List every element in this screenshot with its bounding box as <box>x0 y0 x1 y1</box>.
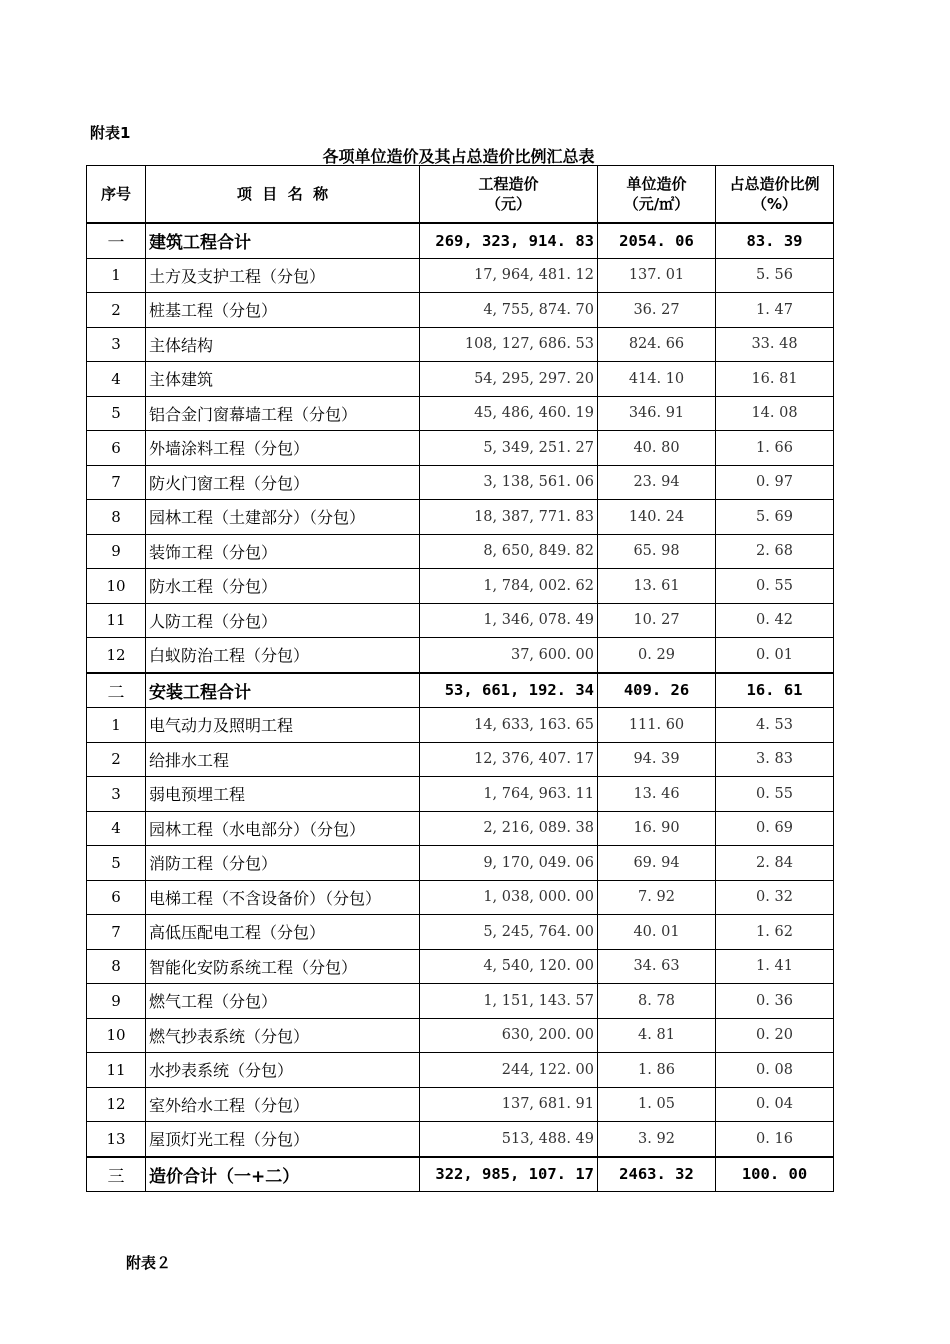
row-name: 主体结构 <box>146 327 420 362</box>
row-percentage: 1. 66 <box>716 431 834 466</box>
row-cost: 18, 387, 771. 83 <box>420 500 598 535</box>
row-cost: 513, 488. 49 <box>420 1122 598 1157</box>
row-percentage: 14. 08 <box>716 396 834 431</box>
table-row <box>87 1018 834 1053</box>
row-unit-cost: 7. 92 <box>598 880 716 915</box>
row-percentage: 16. 81 <box>716 362 834 397</box>
table-row <box>87 1053 834 1088</box>
table-row <box>87 915 834 950</box>
row-percentage: 2. 68 <box>716 534 834 569</box>
row-unit-cost: 1. 05 <box>598 1087 716 1122</box>
row-name: 消防工程（分包） <box>146 846 420 881</box>
row-percentage: 0. 97 <box>716 465 834 500</box>
table-row <box>87 777 834 812</box>
row-no: 9 <box>87 534 146 569</box>
row-name: 电气动力及照明工程 <box>146 708 420 743</box>
row-unit-cost: 346. 91 <box>598 396 716 431</box>
row-cost: 12, 376, 407. 17 <box>420 742 598 777</box>
row-cost: 5, 245, 764. 00 <box>420 915 598 950</box>
row-percentage: 1. 41 <box>716 949 834 984</box>
table-row <box>87 708 834 743</box>
table-row <box>87 603 834 638</box>
row-percentage: 4. 53 <box>716 708 834 743</box>
header-unit <box>598 166 716 224</box>
row-unit-cost: 16. 90 <box>598 811 716 846</box>
row-name: 燃气工程（分包） <box>146 984 420 1019</box>
row-no: 12 <box>87 638 146 673</box>
row-unit-cost: 40. 01 <box>598 915 716 950</box>
row-no: 一 <box>87 223 146 258</box>
row-no: 6 <box>87 880 146 915</box>
row-percentage: 0. 42 <box>716 603 834 638</box>
row-percentage: 0. 20 <box>716 1018 834 1053</box>
row-no: 13 <box>87 1122 146 1157</box>
row-cost: 54, 295, 297. 20 <box>420 362 598 397</box>
row-cost: 37, 600. 00 <box>420 638 598 673</box>
row-name: 安装工程合计 <box>146 673 420 708</box>
row-no: 1 <box>87 258 146 293</box>
row-unit-cost: 13. 46 <box>598 777 716 812</box>
row-unit-cost: 140. 24 <box>598 500 716 535</box>
row-unit-cost: 40. 80 <box>598 431 716 466</box>
subtotal-row <box>87 673 834 708</box>
row-percentage: 5. 69 <box>716 500 834 535</box>
row-unit-cost: 23. 94 <box>598 465 716 500</box>
row-name: 园林工程（水电部分）（分包） <box>146 811 420 846</box>
table-row <box>87 638 834 673</box>
row-name: 智能化安防系统工程（分包） <box>146 949 420 984</box>
row-no: 4 <box>87 362 146 397</box>
row-cost: 3, 138, 561. 06 <box>420 465 598 500</box>
appendix-label-2: 附表２ <box>126 1254 172 1272</box>
row-percentage: 0. 08 <box>716 1053 834 1088</box>
row-unit-cost: 824. 66 <box>598 327 716 362</box>
row-cost: 244, 122. 00 <box>420 1053 598 1088</box>
row-unit-cost: 3. 92 <box>598 1122 716 1157</box>
header-pct-line1: 占总造价比例 <box>729 175 820 193</box>
row-percentage: 1. 47 <box>716 293 834 328</box>
row-cost: 1, 151, 143. 57 <box>420 984 598 1019</box>
row-no: 9 <box>87 984 146 1019</box>
row-name: 建筑工程合计 <box>146 223 420 258</box>
row-name: 给排水工程 <box>146 742 420 777</box>
table-row <box>87 949 834 984</box>
row-no: 7 <box>87 465 146 500</box>
row-no: 12 <box>87 1087 146 1122</box>
row-cost: 1, 764, 963. 11 <box>420 777 598 812</box>
row-no: 10 <box>87 1018 146 1053</box>
row-name: 土方及支护工程（分包） <box>146 258 420 293</box>
table-title: 各项单位造价及其占总造价比例汇总表 <box>322 147 595 166</box>
row-no: 三 <box>87 1157 146 1192</box>
row-cost: 9, 170, 049. 06 <box>420 846 598 881</box>
row-cost: 8, 650, 849. 82 <box>420 534 598 569</box>
row-unit-cost: 137. 01 <box>598 258 716 293</box>
header-unit-line1: 单位造价 <box>626 175 687 193</box>
row-cost: 137, 681. 91 <box>420 1087 598 1122</box>
table-row <box>87 1122 834 1157</box>
row-cost: 1, 038, 000. 00 <box>420 880 598 915</box>
table-body <box>87 223 834 1192</box>
row-name: 人防工程（分包） <box>146 603 420 638</box>
row-percentage: 2. 84 <box>716 846 834 881</box>
row-no: 2 <box>87 293 146 328</box>
cost-summary-table <box>86 165 834 1192</box>
row-percentage: 33. 48 <box>716 327 834 362</box>
row-unit-cost: 13. 61 <box>598 569 716 604</box>
table-row <box>87 396 834 431</box>
row-cost: 269, 323, 914. 83 <box>420 223 598 258</box>
row-cost: 322, 985, 107. 17 <box>420 1157 598 1192</box>
row-name: 室外给水工程（分包） <box>146 1087 420 1122</box>
subtotal-row <box>87 223 834 258</box>
row-percentage: 1. 62 <box>716 915 834 950</box>
table-row <box>87 362 834 397</box>
table-header-row <box>87 166 834 224</box>
row-no: 10 <box>87 569 146 604</box>
table-row <box>87 258 834 293</box>
row-no: 8 <box>87 500 146 535</box>
row-unit-cost: 10. 27 <box>598 603 716 638</box>
row-no: 6 <box>87 431 146 466</box>
row-percentage: 83. 39 <box>716 223 834 258</box>
table-row <box>87 465 834 500</box>
table-row <box>87 742 834 777</box>
row-cost: 108, 127, 686. 53 <box>420 327 598 362</box>
row-unit-cost: 2463. 32 <box>598 1157 716 1192</box>
row-name: 水抄表系统（分包） <box>146 1053 420 1088</box>
row-name: 防火门窗工程（分包） <box>146 465 420 500</box>
row-no: 5 <box>87 396 146 431</box>
row-unit-cost: 94. 39 <box>598 742 716 777</box>
table-row <box>87 327 834 362</box>
row-name: 铝合金门窗幕墙工程（分包） <box>146 396 420 431</box>
row-cost: 1, 346, 078. 49 <box>420 603 598 638</box>
header-name: 项 目 名 称 <box>146 166 420 224</box>
row-no: 5 <box>87 846 146 881</box>
subtotal-row <box>87 1157 834 1192</box>
row-name: 园林工程（土建部分）（分包） <box>146 500 420 535</box>
row-unit-cost: 69. 94 <box>598 846 716 881</box>
row-no: 3 <box>87 777 146 812</box>
row-percentage: 0. 32 <box>716 880 834 915</box>
row-cost: 4, 540, 120. 00 <box>420 949 598 984</box>
row-no: 3 <box>87 327 146 362</box>
row-no: 2 <box>87 742 146 777</box>
row-percentage: 0. 55 <box>716 777 834 812</box>
row-percentage: 16. 61 <box>716 673 834 708</box>
row-unit-cost: 0. 29 <box>598 638 716 673</box>
row-cost: 4, 755, 874. 70 <box>420 293 598 328</box>
row-unit-cost: 409. 26 <box>598 673 716 708</box>
row-unit-cost: 1. 86 <box>598 1053 716 1088</box>
table-row <box>87 984 834 1019</box>
row-no: 二 <box>87 673 146 708</box>
row-name: 造价合计（一+二） <box>146 1157 420 1192</box>
row-no: 11 <box>87 603 146 638</box>
row-percentage: 100. 00 <box>716 1157 834 1192</box>
table-row <box>87 1087 834 1122</box>
row-name: 白蚁防治工程（分包） <box>146 638 420 673</box>
row-percentage: 0. 04 <box>716 1087 834 1122</box>
row-percentage: 0. 16 <box>716 1122 834 1157</box>
row-no: 11 <box>87 1053 146 1088</box>
row-percentage: 5. 56 <box>716 258 834 293</box>
row-name: 屋顶灯光工程（分包） <box>146 1122 420 1157</box>
row-unit-cost: 34. 63 <box>598 949 716 984</box>
header-unit-line2: （元/㎡） <box>623 195 690 213</box>
row-name: 主体建筑 <box>146 362 420 397</box>
row-cost: 5, 349, 251. 27 <box>420 431 598 466</box>
row-cost: 2, 216, 089. 38 <box>420 811 598 846</box>
row-no: 4 <box>87 811 146 846</box>
row-name: 装饰工程（分包） <box>146 534 420 569</box>
appendix-label-1: 附表1 <box>90 124 131 142</box>
row-cost: 630, 200. 00 <box>420 1018 598 1053</box>
table-row <box>87 293 834 328</box>
table-row <box>87 569 834 604</box>
row-unit-cost: 65. 98 <box>598 534 716 569</box>
row-percentage: 0. 36 <box>716 984 834 1019</box>
row-percentage: 0. 01 <box>716 638 834 673</box>
row-name: 弱电预埋工程 <box>146 777 420 812</box>
row-cost: 53, 661, 192. 34 <box>420 673 598 708</box>
row-cost: 17, 964, 481. 12 <box>420 258 598 293</box>
row-name: 高低压配电工程（分包） <box>146 915 420 950</box>
table-row <box>87 431 834 466</box>
row-cost: 45, 486, 460. 19 <box>420 396 598 431</box>
row-unit-cost: 8. 78 <box>598 984 716 1019</box>
table-row <box>87 811 834 846</box>
header-cost-line2: （元） <box>485 195 531 213</box>
row-percentage: 0. 55 <box>716 569 834 604</box>
table-row <box>87 846 834 881</box>
header-cost-line1: 工程造价 <box>478 175 539 193</box>
row-cost: 14, 633, 163. 65 <box>420 708 598 743</box>
row-name: 桩基工程（分包） <box>146 293 420 328</box>
row-unit-cost: 36. 27 <box>598 293 716 328</box>
row-percentage: 3. 83 <box>716 742 834 777</box>
header-pct <box>716 166 834 224</box>
row-percentage: 0. 69 <box>716 811 834 846</box>
row-no: 1 <box>87 708 146 743</box>
header-cost <box>420 166 598 224</box>
row-no: 8 <box>87 949 146 984</box>
row-name: 电梯工程（不含设备价）（分包） <box>146 880 420 915</box>
table-row <box>87 500 834 535</box>
row-unit-cost: 2054. 06 <box>598 223 716 258</box>
row-name: 燃气抄表系统（分包） <box>146 1018 420 1053</box>
header-pct-line2: （%） <box>751 195 798 213</box>
row-name: 外墙涂料工程（分包） <box>146 431 420 466</box>
row-unit-cost: 111. 60 <box>598 708 716 743</box>
row-name: 防水工程（分包） <box>146 569 420 604</box>
table-row <box>87 534 834 569</box>
row-unit-cost: 4. 81 <box>598 1018 716 1053</box>
row-cost: 1, 784, 002. 62 <box>420 569 598 604</box>
row-no: 7 <box>87 915 146 950</box>
header-no: 序号 <box>87 166 146 224</box>
table-row <box>87 880 834 915</box>
row-unit-cost: 414. 10 <box>598 362 716 397</box>
